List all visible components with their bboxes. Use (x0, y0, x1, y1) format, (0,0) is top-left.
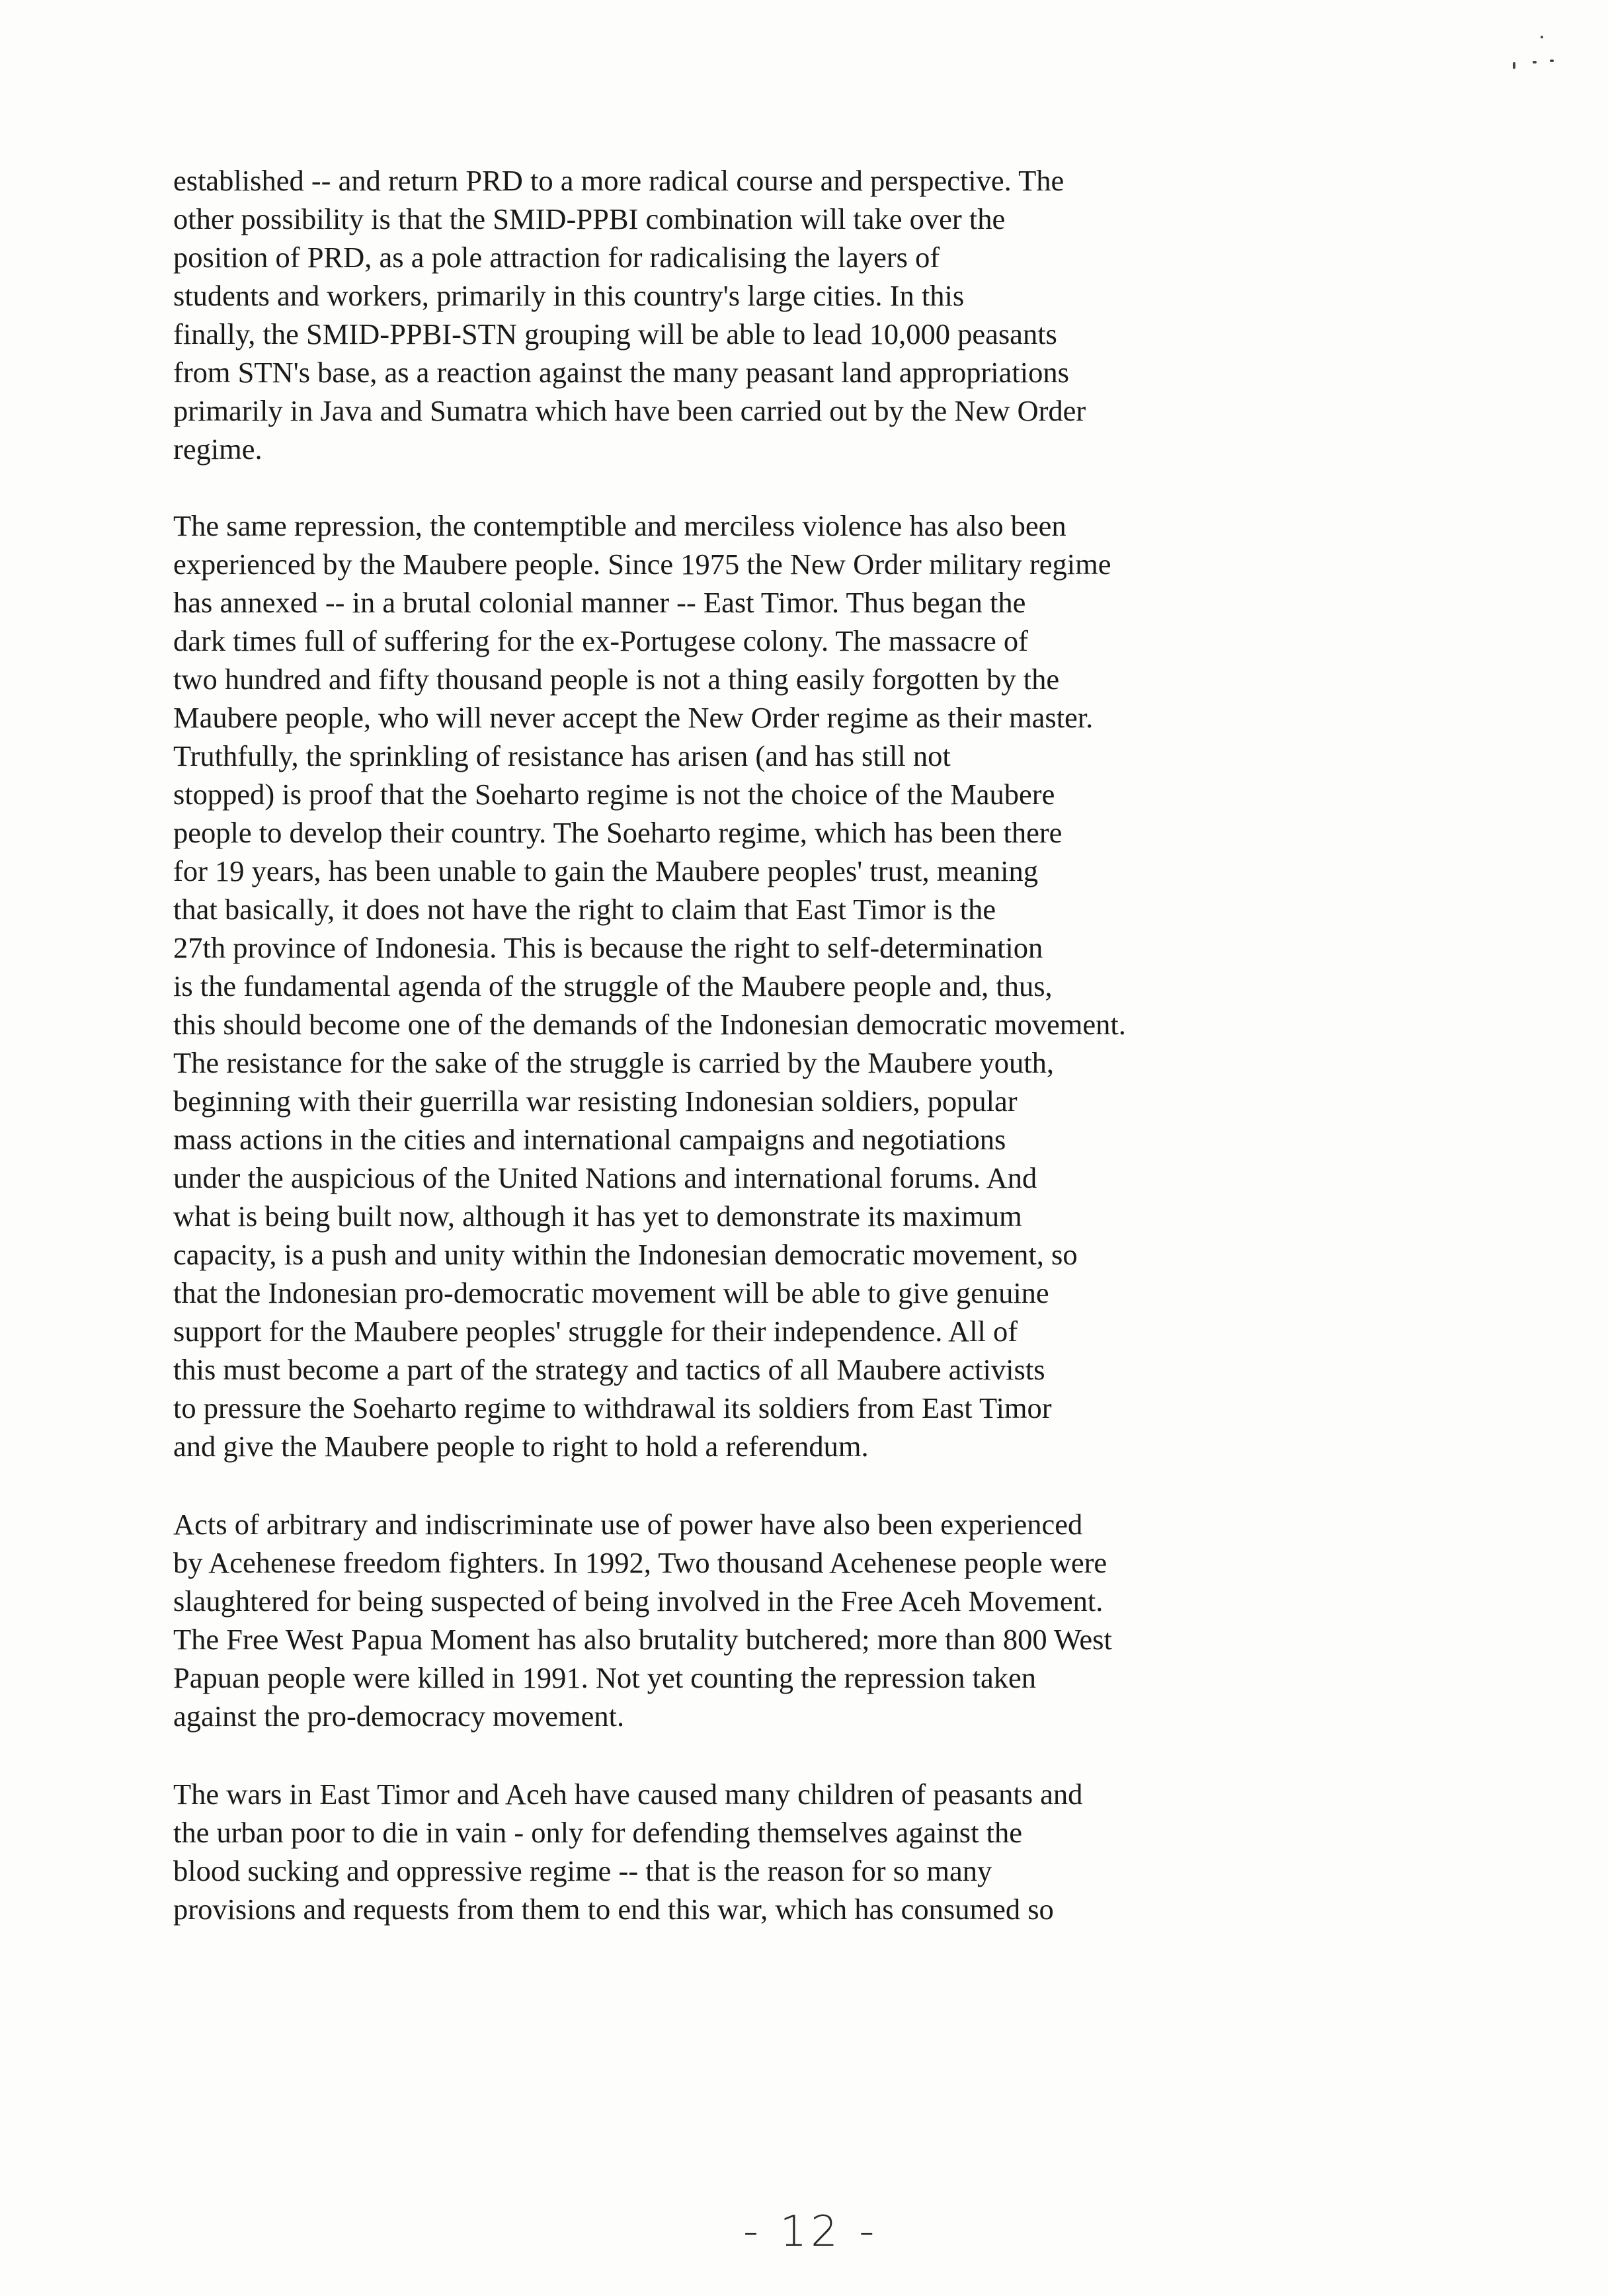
paragraph-4 (173, 1775, 1489, 1928)
text-line: established -- and return PRD to a more radical course and perspective. The (173, 164, 1065, 197)
text-line: this should become one of the demands of the Indonesian democratic movement. (173, 1008, 1126, 1041)
text-line: that basically, it does not have the right to claim that East Timor is the (173, 893, 996, 926)
text-line: this must become a part of the strategy and tactics of all Maubere activists (173, 1353, 1045, 1386)
text-line: Maubere people, who will never accept the New Order regime as their master. (173, 701, 1094, 734)
text-line: from STN's base, as a reaction against the many peasant land appropriations (173, 356, 1069, 389)
text-line: position of PRD, as a pole attraction for radicalising the layers of (173, 241, 940, 274)
paragraph-3 (173, 1505, 1489, 1735)
text-line: people to develop their country. The Soeharto regime, which has been there (173, 816, 1063, 849)
text-line: two hundred and fifty thousand people is not a thing easily forgotten by the (173, 663, 1060, 696)
text-line: beginning with their guerrilla war resisting Indonesian soldiers, popular (173, 1085, 1018, 1118)
text-line: Truthfully, the sprinkling of resistance has arisen (and has still not (173, 739, 951, 772)
text-line: what is being built now, although it has yet to demonstrate its maximum (173, 1200, 1022, 1233)
text-line: against the pro-democracy movement. (173, 1700, 625, 1733)
text-line: capacity, is a push and unity within the Indonesian democratic movement, so (173, 1238, 1078, 1271)
text-line: is the fundamental agenda of the struggle of the Maubere people and, thus, (173, 969, 1053, 1003)
text-line: by Acehenese freedom fighters. In 1992, Two thousand Acehenese people were (173, 1546, 1107, 1579)
text-line: to pressure the Soeharto regime to withdrawal its soldiers from East Timor (173, 1391, 1052, 1424)
text-line: under the auspicious of the United Nations and international forums. And (173, 1161, 1037, 1194)
scan-mark-dot-1 (1541, 36, 1543, 38)
text-line: stopped) is proof that the Soeharto regime is not the choice of the Maubere (173, 778, 1055, 811)
text-line: for 19 years, has been unable to gain the Maubere peoples' trust, meaning (173, 854, 1038, 887)
scan-mark-dot-4 (1550, 60, 1554, 62)
text-line: finally, the SMID-PPBI-STN grouping will be able to lead 10,000 peasants (173, 317, 1057, 350)
text-line: mass actions in the cities and international campaigns and negotiations (173, 1123, 1006, 1156)
scan-mark-dot-2 (1513, 62, 1515, 69)
text-line: regime. (173, 432, 262, 466)
text-line: the urban poor to die in vain - only for defending themselves against the (173, 1816, 1022, 1849)
page-number: - 12 - (743, 2207, 879, 2256)
text-line: students and workers, primarily in this country's large cities. In this (173, 279, 965, 312)
text-line: The Free West Papua Moment has also brutality butchered; more than 800 West (173, 1623, 1112, 1656)
text-line: other possibility is that the SMID-PPBI combination will take over the (173, 202, 1006, 235)
text-line: that the Indonesian pro-democratic movement will be able to give genuine (173, 1276, 1049, 1309)
text-line: primarily in Java and Sumatra which have been carried out by the New Order (173, 394, 1086, 427)
text-line: experienced by the Maubere people. Since 1975 the New Order military regime (173, 548, 1111, 581)
text-line: slaughtered for being suspected of being involved in the Free Aceh Movement. (173, 1584, 1104, 1618)
text-line: blood sucking and oppressive regime -- that is the reason for so many (173, 1854, 992, 1887)
text-line: The wars in East Timor and Aceh have caused many children of peasants and (173, 1778, 1083, 1811)
text-line: provisions and requests from them to end this war, which has consumed so (173, 1893, 1054, 1926)
text-line: The resistance for the sake of the struggle is carried by the Maubere youth, (173, 1046, 1055, 1079)
paragraph-2 (173, 507, 1489, 1465)
text-line: 27th province of Indonesia. This is because the right to self-determination (173, 931, 1043, 964)
text-line: The same repression, the contemptible and merciless violence has also been (173, 509, 1066, 542)
text-line: has annexed -- in a brutal colonial manner -- East Timor. Thus began the (173, 586, 1026, 619)
text-line: Acts of arbitrary and indiscriminate use of power have also been experienced (173, 1508, 1083, 1541)
text-line: dark times full of suffering for the ex-Portugese colony. The massacre of (173, 624, 1028, 657)
text-line: Papuan people were killed in 1991. Not yet counting the repression taken (173, 1661, 1036, 1694)
paragraph-1 (173, 161, 1489, 468)
scan-mark-dot-3 (1533, 61, 1537, 63)
text-line: support for the Maubere peoples' struggle for their independence. All of (173, 1315, 1018, 1348)
text-line: and give the Maubere people to right to hold a referendum. (173, 1430, 869, 1463)
